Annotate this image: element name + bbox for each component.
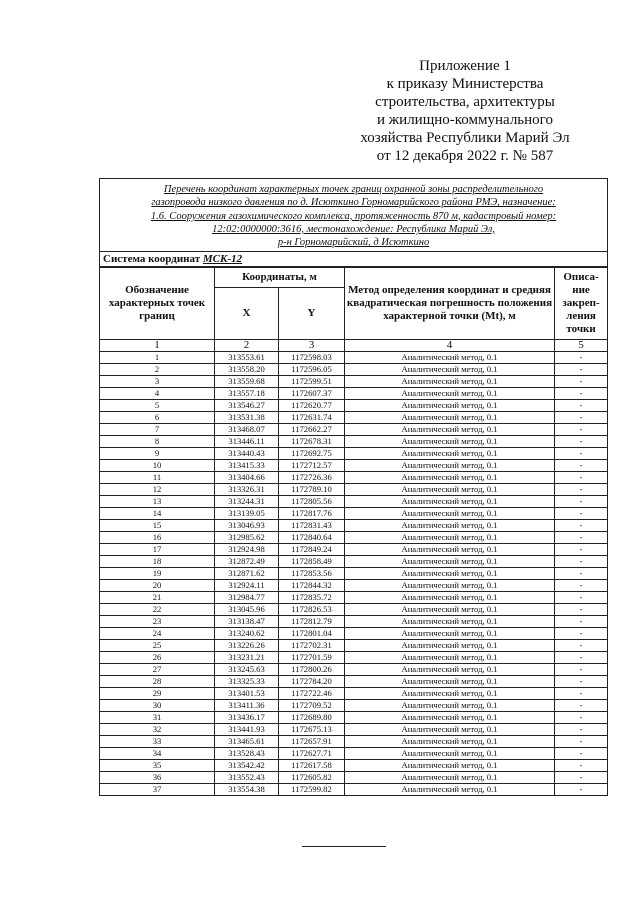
point-number-cell: 32 (100, 723, 215, 735)
table-row (100, 699, 608, 711)
y-coordinate-cell: 1172826.53 (279, 603, 345, 615)
point-number-cell: 16 (100, 531, 215, 543)
table-row (100, 555, 608, 567)
x-coordinate-cell: 313465.61 (215, 735, 279, 747)
description-cell: - (555, 399, 608, 411)
table-row (100, 639, 608, 651)
point-number-cell: 4 (100, 387, 215, 399)
point-number-cell: 24 (100, 627, 215, 639)
y-coordinate-cell: 1172631.74 (279, 411, 345, 423)
point-number-cell: 9 (100, 447, 215, 459)
point-number-cell: 34 (100, 747, 215, 759)
y-coordinate-cell: 1172607.37 (279, 387, 345, 399)
description-cell: - (555, 519, 608, 531)
appendix-line: Приложение 1 (419, 58, 511, 74)
y-coordinate-cell: 1172853.56 (279, 567, 345, 579)
method-cell: Аналитический метод, 0.1 (345, 615, 555, 627)
description-cell: - (555, 423, 608, 435)
method-cell: Аналитический метод, 0.1 (345, 771, 555, 783)
column-number: 2 (215, 339, 279, 351)
y-coordinate-cell: 1172662.27 (279, 423, 345, 435)
method-cell: Аналитический метод, 0.1 (345, 351, 555, 363)
x-coordinate-cell: 313244.31 (215, 495, 279, 507)
footer-divider (302, 846, 386, 847)
point-number-cell: 36 (100, 771, 215, 783)
header-coordinates: Координаты, м (215, 267, 345, 287)
y-coordinate-cell: 1172831.43 (279, 519, 345, 531)
coordinates-table (99, 178, 608, 796)
method-cell: Аналитический метод, 0.1 (345, 747, 555, 759)
appendix-line: к приказу Министерства (386, 76, 544, 92)
x-coordinate-cell: 313415.33 (215, 459, 279, 471)
method-cell: Аналитический метод, 0.1 (345, 471, 555, 483)
x-coordinate-cell: 313139.05 (215, 507, 279, 519)
table-row (100, 651, 608, 663)
y-coordinate-cell: 1172789.10 (279, 483, 345, 495)
y-coordinate-cell: 1172858.49 (279, 555, 345, 567)
table-row (100, 747, 608, 759)
x-coordinate-cell: 313553.61 (215, 351, 279, 363)
point-number-cell: 8 (100, 435, 215, 447)
table-row (100, 627, 608, 639)
x-coordinate-cell: 313446.11 (215, 435, 279, 447)
description-cell: - (555, 375, 608, 387)
description-cell: - (555, 471, 608, 483)
method-cell: Аналитический метод, 0.1 (345, 519, 555, 531)
method-cell: Аналитический метод, 0.1 (345, 687, 555, 699)
x-coordinate-cell: 313404.66 (215, 471, 279, 483)
caption-line: 12:02:0000000:3616, местонахождение: Республика Марий Эл, (212, 223, 495, 235)
x-coordinate-cell: 313245.63 (215, 663, 279, 675)
table-row (100, 411, 608, 423)
method-cell: Аналитический метод, 0.1 (345, 627, 555, 639)
point-number-cell: 28 (100, 675, 215, 687)
y-coordinate-cell: 1172678.31 (279, 435, 345, 447)
point-number-cell: 14 (100, 507, 215, 519)
x-coordinate-cell: 312985.62 (215, 531, 279, 543)
table-row (100, 423, 608, 435)
point-number-cell: 35 (100, 759, 215, 771)
method-cell: Аналитический метод, 0.1 (345, 783, 555, 795)
point-number-cell: 7 (100, 423, 215, 435)
x-coordinate-cell: 313436.17 (215, 711, 279, 723)
method-cell: Аналитический метод, 0.1 (345, 375, 555, 387)
caption-line: газопровода низкого давления по д. Исюткино Горномарийского района РМЭ, назначение: (151, 197, 556, 209)
y-coordinate-cell: 1172849.24 (279, 543, 345, 555)
description-cell: - (555, 639, 608, 651)
x-coordinate-cell: 312984.77 (215, 591, 279, 603)
description-cell: - (555, 699, 608, 711)
x-coordinate-cell: 313528.43 (215, 747, 279, 759)
x-coordinate-cell: 313138.47 (215, 615, 279, 627)
point-number-cell: 29 (100, 687, 215, 699)
table-row (100, 387, 608, 399)
appendix-line: и жилищно-коммунального (377, 112, 553, 128)
method-cell: Аналитический метод, 0.1 (345, 735, 555, 747)
y-coordinate-cell: 1172835.72 (279, 591, 345, 603)
column-number: 1 (100, 339, 215, 351)
caption-line: Перечень координат характерных точек границ охранной зоны распределительного (163, 184, 544, 195)
point-number-cell: 23 (100, 615, 215, 627)
appendix-header (330, 57, 600, 165)
table-row (100, 711, 608, 723)
coordinate-system-label: Система координат (103, 253, 201, 266)
method-cell: Аналитический метод, 0.1 (345, 423, 555, 435)
column-number-row (100, 339, 608, 351)
description-cell: - (555, 363, 608, 375)
description-cell: - (555, 663, 608, 675)
description-cell: - (555, 483, 608, 495)
description-cell: - (555, 711, 608, 723)
y-coordinate-cell: 1172784.20 (279, 675, 345, 687)
appendix-line: хозяйства Республики Марий Эл (360, 130, 570, 146)
method-cell: Аналитический метод, 0.1 (345, 543, 555, 555)
description-cell: - (555, 567, 608, 579)
point-number-cell: 13 (100, 495, 215, 507)
method-cell: Аналитический метод, 0.1 (345, 459, 555, 471)
method-cell: Аналитический метод, 0.1 (345, 435, 555, 447)
appendix-line: строительства, архитектуры (375, 94, 555, 110)
table-row (100, 687, 608, 699)
point-number-cell: 22 (100, 603, 215, 615)
y-coordinate-cell: 1172844.32 (279, 579, 345, 591)
point-number-cell: 30 (100, 699, 215, 711)
table-row (100, 483, 608, 495)
method-cell: Аналитический метод, 0.1 (345, 495, 555, 507)
table-row (100, 663, 608, 675)
method-cell: Аналитический метод, 0.1 (345, 507, 555, 519)
y-coordinate-cell: 1172800.26 (279, 663, 345, 675)
x-coordinate-cell: 312872.49 (215, 555, 279, 567)
description-cell: - (555, 735, 608, 747)
y-coordinate-cell: 1172701.59 (279, 651, 345, 663)
x-coordinate-cell: 312924.98 (215, 543, 279, 555)
method-cell: Аналитический метод, 0.1 (345, 723, 555, 735)
description-cell: - (555, 579, 608, 591)
x-coordinate-cell: 313226.26 (215, 639, 279, 651)
description-cell: - (555, 555, 608, 567)
table-row (100, 435, 608, 447)
table-row (100, 579, 608, 591)
method-cell: Аналитический метод, 0.1 (345, 591, 555, 603)
x-coordinate-cell: 313045.96 (215, 603, 279, 615)
y-coordinate-cell: 1172675.13 (279, 723, 345, 735)
table-row (100, 447, 608, 459)
point-number-cell: 11 (100, 471, 215, 483)
y-coordinate-cell: 1172620.77 (279, 399, 345, 411)
method-cell: Аналитический метод, 0.1 (345, 555, 555, 567)
x-coordinate-cell: 313552.43 (215, 771, 279, 783)
point-number-cell: 25 (100, 639, 215, 651)
x-coordinate-cell: 313531.38 (215, 411, 279, 423)
point-number-cell: 1 (100, 351, 215, 363)
table-row (100, 459, 608, 471)
appendix-line: от 12 декабря 2022 г. № 587 (376, 148, 554, 164)
table-row (100, 759, 608, 771)
method-cell: Аналитический метод, 0.1 (345, 651, 555, 663)
x-coordinate-cell: 313440.43 (215, 447, 279, 459)
x-coordinate-cell: 313401.53 (215, 687, 279, 699)
x-coordinate-cell: 313546.27 (215, 399, 279, 411)
table-row (100, 783, 608, 795)
description-cell: - (555, 459, 608, 471)
method-cell: Аналитический метод, 0.1 (345, 483, 555, 495)
description-cell: - (555, 687, 608, 699)
point-number-cell: 12 (100, 483, 215, 495)
x-coordinate-cell: 313554.38 (215, 783, 279, 795)
y-coordinate-cell: 1172722.46 (279, 687, 345, 699)
description-cell: - (555, 435, 608, 447)
x-coordinate-cell: 313468.07 (215, 423, 279, 435)
y-coordinate-cell: 1172801.04 (279, 627, 345, 639)
method-cell: Аналитический метод, 0.1 (345, 531, 555, 543)
y-coordinate-cell: 1172712.57 (279, 459, 345, 471)
caption-line: р-н Горномарийский, д Исюткино (277, 237, 430, 249)
point-number-cell: 21 (100, 591, 215, 603)
method-cell: Аналитический метод, 0.1 (345, 711, 555, 723)
table-row (100, 543, 608, 555)
y-coordinate-cell: 1172709.52 (279, 699, 345, 711)
table-row (100, 507, 608, 519)
header-y: Y (279, 287, 345, 339)
table-row (100, 471, 608, 483)
header-x: X (215, 287, 279, 339)
method-cell: Аналитический метод, 0.1 (345, 579, 555, 591)
y-coordinate-cell: 1172840.64 (279, 531, 345, 543)
y-coordinate-cell: 1172812.79 (279, 615, 345, 627)
table-row (100, 399, 608, 411)
x-coordinate-cell: 313046.93 (215, 519, 279, 531)
point-number-cell: 18 (100, 555, 215, 567)
table-row (100, 735, 608, 747)
x-coordinate-cell: 312924.11 (215, 579, 279, 591)
table-row (100, 771, 608, 783)
table-row (100, 519, 608, 531)
y-coordinate-cell: 1172805.56 (279, 495, 345, 507)
table-row (100, 675, 608, 687)
column-number: 4 (345, 339, 555, 351)
point-number-cell: 10 (100, 459, 215, 471)
description-cell: - (555, 603, 608, 615)
x-coordinate-cell: 313559.68 (215, 375, 279, 387)
y-coordinate-cell: 1172598.03 (279, 351, 345, 363)
point-number-cell: 6 (100, 411, 215, 423)
table-row (100, 495, 608, 507)
method-cell: Аналитический метод, 0.1 (345, 759, 555, 771)
x-coordinate-cell: 313441.93 (215, 723, 279, 735)
description-cell: - (555, 783, 608, 795)
description-cell: - (555, 651, 608, 663)
x-coordinate-cell: 313326.31 (215, 483, 279, 495)
x-coordinate-cell: 313231.21 (215, 651, 279, 663)
method-cell: Аналитический метод, 0.1 (345, 411, 555, 423)
method-cell: Аналитический метод, 0.1 (345, 663, 555, 675)
point-number-cell: 31 (100, 711, 215, 723)
x-coordinate-cell: 313411.36 (215, 699, 279, 711)
method-cell: Аналитический метод, 0.1 (345, 699, 555, 711)
description-cell: - (555, 771, 608, 783)
description-cell: - (555, 387, 608, 399)
x-coordinate-cell: 313557.18 (215, 387, 279, 399)
point-number-cell: 2 (100, 363, 215, 375)
description-cell: - (555, 351, 608, 363)
description-cell: - (555, 531, 608, 543)
point-number-cell: 20 (100, 579, 215, 591)
method-cell: Аналитический метод, 0.1 (345, 399, 555, 411)
method-cell: Аналитический метод, 0.1 (345, 447, 555, 459)
method-cell: Аналитический метод, 0.1 (345, 675, 555, 687)
y-coordinate-cell: 1172726.36 (279, 471, 345, 483)
point-number-cell: 3 (100, 375, 215, 387)
y-coordinate-cell: 1172657.91 (279, 735, 345, 747)
method-cell: Аналитический метод, 0.1 (345, 387, 555, 399)
y-coordinate-cell: 1172689.80 (279, 711, 345, 723)
x-coordinate-cell: 312871.62 (215, 567, 279, 579)
column-number: 3 (279, 339, 345, 351)
description-cell: - (555, 759, 608, 771)
caption-line: 1.6. Сооружения газохимического комплекса, протяженность 870 м, кадастровый номер: (150, 210, 557, 222)
description-cell: - (555, 615, 608, 627)
x-coordinate-cell: 313542.42 (215, 759, 279, 771)
description-cell: - (555, 675, 608, 687)
header-point: Обозначение характерных точек границ (100, 267, 215, 339)
description-cell: - (555, 591, 608, 603)
header-description: Описа-ние закреп-ления точки (555, 267, 608, 339)
point-number-cell: 15 (100, 519, 215, 531)
table-row (100, 531, 608, 543)
header-method: Метод определения координат и средняя квадратическая погрешность положения характерной точки (Mt), м (345, 267, 555, 339)
point-number-cell: 19 (100, 567, 215, 579)
table-row (100, 723, 608, 735)
point-number-cell: 17 (100, 543, 215, 555)
table-row (100, 363, 608, 375)
method-cell: Аналитический метод, 0.1 (345, 567, 555, 579)
y-coordinate-cell: 1172692.75 (279, 447, 345, 459)
y-coordinate-cell: 1172605.82 (279, 771, 345, 783)
table-row (100, 351, 608, 363)
point-number-cell: 37 (100, 783, 215, 795)
description-cell: - (555, 747, 608, 759)
point-number-cell: 33 (100, 735, 215, 747)
y-coordinate-cell: 1172599.82 (279, 783, 345, 795)
description-cell: - (555, 447, 608, 459)
description-cell: - (555, 543, 608, 555)
table-row (100, 615, 608, 627)
y-coordinate-cell: 1172617.58 (279, 759, 345, 771)
method-cell: Аналитический метод, 0.1 (345, 603, 555, 615)
description-cell: - (555, 507, 608, 519)
table-row (100, 603, 608, 615)
point-number-cell: 27 (100, 663, 215, 675)
x-coordinate-cell: 313240.62 (215, 627, 279, 639)
coordinate-system-value: МСК-12 (202, 253, 243, 266)
x-coordinate-cell: 313558.20 (215, 363, 279, 375)
description-cell: - (555, 411, 608, 423)
description-cell: - (555, 495, 608, 507)
method-cell: Аналитический метод, 0.1 (345, 363, 555, 375)
table-row (100, 591, 608, 603)
column-number: 5 (555, 339, 608, 351)
coordinate-system (100, 252, 608, 268)
y-coordinate-cell: 1172702.31 (279, 639, 345, 651)
y-coordinate-cell: 1172817.76 (279, 507, 345, 519)
table-caption (100, 179, 608, 252)
description-cell: - (555, 627, 608, 639)
method-cell: Аналитический метод, 0.1 (345, 639, 555, 651)
y-coordinate-cell: 1172627.71 (279, 747, 345, 759)
x-coordinate-cell: 313325.33 (215, 675, 279, 687)
point-number-cell: 26 (100, 651, 215, 663)
y-coordinate-cell: 1172596.05 (279, 363, 345, 375)
point-number-cell: 5 (100, 399, 215, 411)
table-row (100, 567, 608, 579)
y-coordinate-cell: 1172599.51 (279, 375, 345, 387)
description-cell: - (555, 723, 608, 735)
table-row (100, 375, 608, 387)
